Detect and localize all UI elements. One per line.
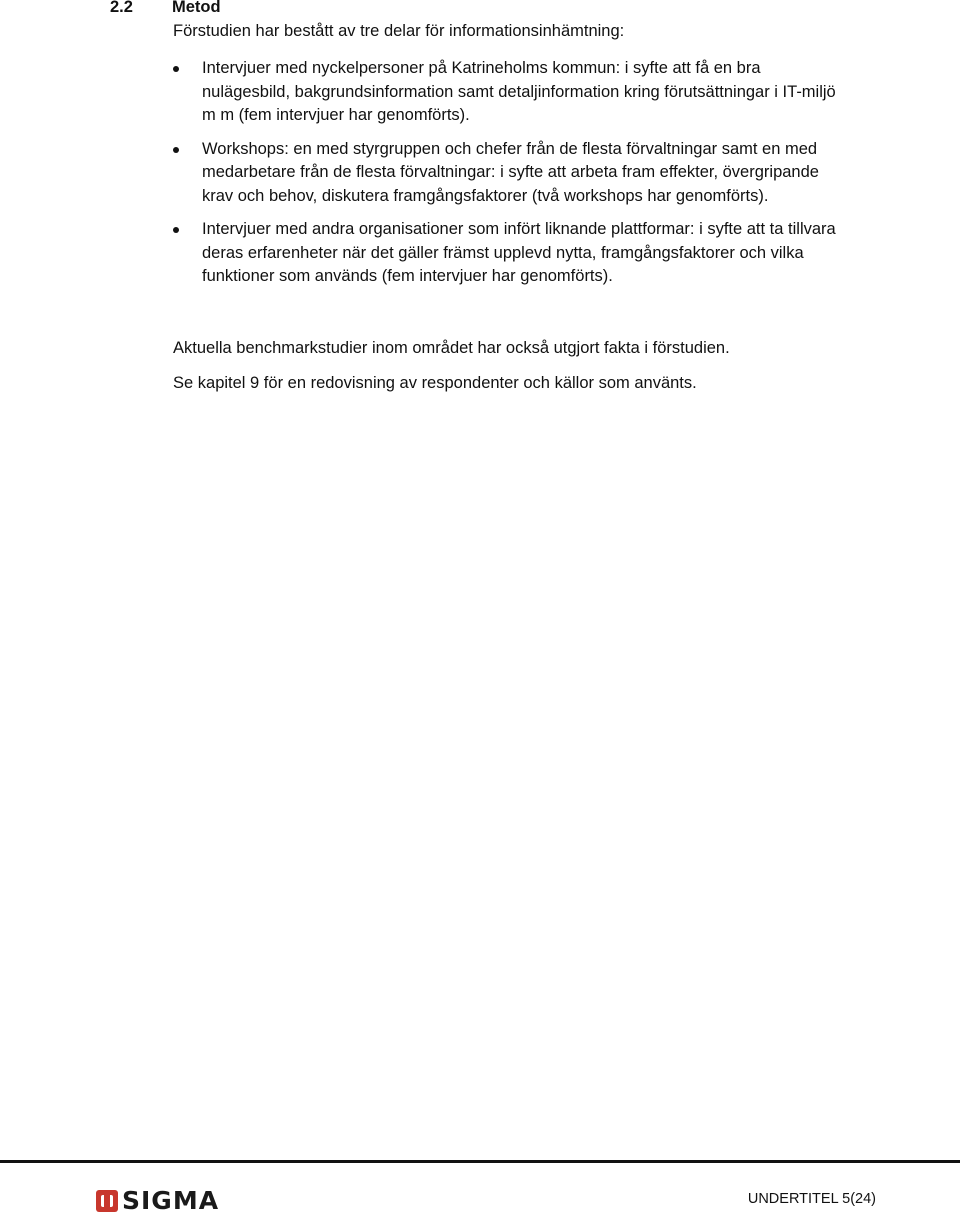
footer-logo <box>96 1188 219 1214</box>
page-number: 5(24) <box>842 1191 876 1207</box>
bullet-icon <box>173 147 179 153</box>
list-item-text: Intervjuer med nyckelpersoner på Katrineholms kommun: i syfte att få en bra nulägesbild, bakgrundsinformation samt detaljinformation kring förutsättningar i IT-miljö m m (fem intervjuer har genomförts). <box>202 59 836 124</box>
intro-text: Förstudien har bestått av tre delar för informationsinhämtning: <box>173 22 625 40</box>
list-item <box>173 57 853 128</box>
logo-text: SIGMA <box>122 1186 220 1215</box>
section-title: Metod <box>172 0 221 16</box>
paragraph-references: Se kapitel 9 för en redovisning av respondenter och källor som använts. <box>173 374 697 392</box>
bullet-icon <box>173 227 179 233</box>
footer-subtitle: UNDERTITEL <box>747 1191 839 1207</box>
footer-page-info <box>748 1190 876 1208</box>
method-list <box>173 57 853 299</box>
list-item <box>173 138 853 209</box>
bullet-icon <box>173 66 179 72</box>
list-item-text: Workshops: en med styrgruppen och chefer från de flesta förvaltningar samt en med medarbetare från de flesta förvaltningar: i syfte att arbeta fram effekter, övergripande krav och behov, diskutera framgångsfaktorer (två workshops har genomförts). <box>202 139 819 205</box>
section-number: 2.2 <box>110 0 133 16</box>
list-item-text: Intervjuer med andra organisationer som infört liknande plattformar: i syfte att ta tillvara deras erfarenheter när det gäller främst upplevd nytta, framgångsfaktorer och vilka funktioner som används (fem intervjuer har genomförts). <box>202 220 836 285</box>
footer-divider <box>0 1160 960 1163</box>
paragraph-benchmark: Aktuella benchmarkstudier inom området har också utgjort fakta i förstudien. <box>173 339 730 357</box>
sigma-logo-icon <box>96 1190 118 1212</box>
list-item <box>173 218 853 289</box>
